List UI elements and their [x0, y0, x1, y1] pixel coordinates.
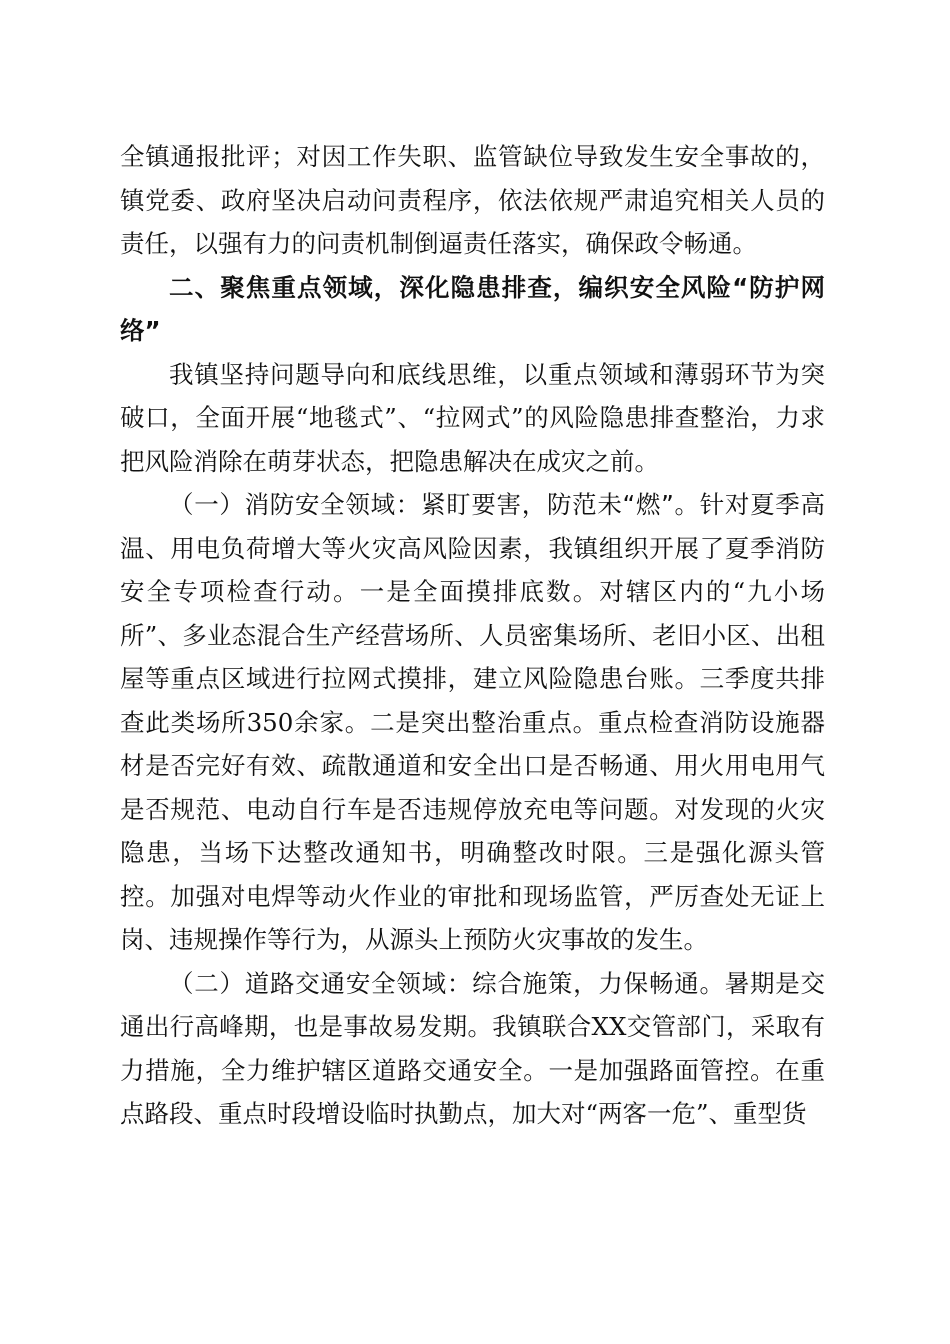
document-body — [120, 135, 825, 1136]
paragraph-intro: 我镇坚持问题导向和底线思维，以重点领域和薄弱环节为突破口，全面开展“地毯式”、“拉网式”的风险隐患排查整治，力求把风险消除在萌芽状态，把隐患解决在成灾之前。 — [120, 359, 825, 476]
section-heading: 二、聚焦重点领域，深化隐患排查，编织安全风险“防护网络” — [120, 272, 825, 345]
road-traffic-body: 暑期是交通出行高峰期，也是事故易发期。我镇联合XX交管部门，采取有力措施，全力维护辖区道路交通安全。一是加强路面管控。在重点路段、重点时段增设临时执勤点，加大对“两客一危”、重型货 — [120, 968, 825, 1128]
paragraph-accountability: 全镇通报批评；对因工作失职、监管缺位导致发生安全事故的，镇党委、政府坚决启动问责程序，依法依规严肃追究相关人员的责任，以强有力的问责机制倒逼责任落实，确保政令畅通。 — [120, 142, 825, 258]
fire-safety-body: 针对夏季高温、用电负荷增大等火灾高风险因素，我镇组织开展了夏季消防安全专项检查行动。一是全面摸排底数。对辖区内的“九小场所”、多业态混合生产经营场所、人员密集场所、老旧小区、出租屋等重点区域进行拉网式摸排，建立风险隐患台账。三季度共排查此类场所350余家。二是突出整治重点。重点检查消防设施器材是否完好有效、疏散通道和安全出口是否畅通、用火用电用气是否规范、电动自行车是否违规停放充电等问题。对发现的火灾隐患，当场下达整改通知书，明确整改时限。三是强化源头管控。加强对电焊等动火作业的审批和现场监管，严厉查处无证上岗、违规操作等行为，从源头上预防火灾事故的发生。 — [120, 490, 826, 954]
paragraph-fire-safety — [120, 483, 825, 962]
subsection-heading-fire-safety: （一）消防安全领域：紧盯要害，防范未“燃”。 — [169, 490, 700, 519]
paragraph-road-traffic — [120, 962, 825, 1136]
subsection-heading-road-traffic: （二）道路交通安全领域：综合施策，力保畅通。 — [169, 968, 725, 998]
